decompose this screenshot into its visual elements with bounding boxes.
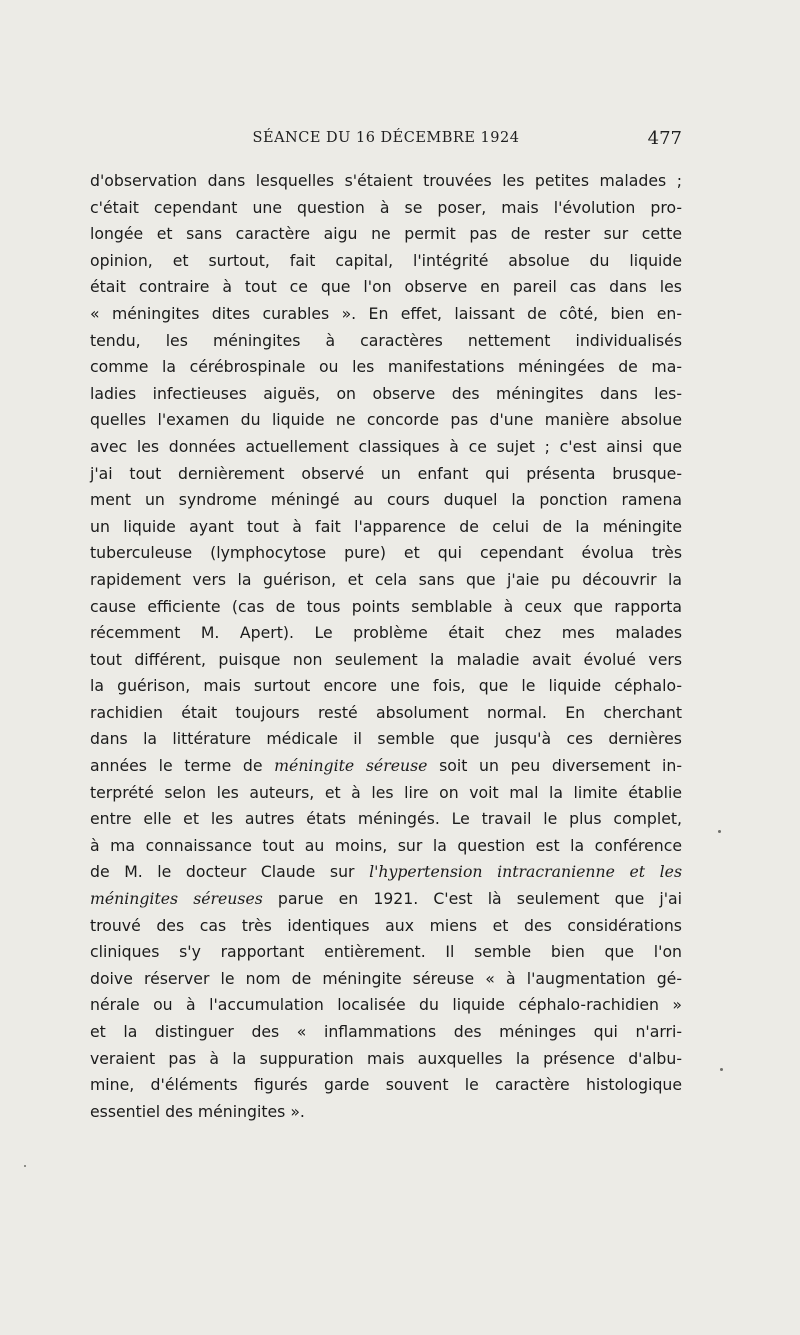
text-line: et la distinguer des « inflammations des méninges qui n'arri- bbox=[90, 1022, 682, 1041]
text-line: tendu, les méningites à caractères nettement individualisés bbox=[90, 330, 682, 350]
text-line: avec les données actuellement classiques à ce sujet ; c'est ainsi que bbox=[90, 436, 682, 456]
text-line: récemment M. Apert). Le problème était chez mes malades bbox=[90, 623, 682, 643]
text-line: la guérison, mais surtout encore une fois, que le liquide céphalo- bbox=[90, 676, 682, 696]
text-line bbox=[90, 753, 682, 780]
text-line: ladies infectieuses aiguës, on observe des méningites dans les- bbox=[90, 383, 682, 403]
text-line: mine, d'éléments figurés garde souvent le caractère histologique bbox=[90, 1075, 682, 1095]
text-line: essentiel des méningites ». bbox=[90, 1101, 305, 1121]
text-line: opinion, et surtout, fait capital, l'intégrité absolue du liquide bbox=[90, 250, 682, 270]
text-line: entre elle et les autres états méningés. Le travail le plus complet, bbox=[90, 809, 682, 829]
text-line: longée et sans caractère aigu ne permit pas de rester sur cette bbox=[90, 224, 682, 244]
text-line: j'ai tout dernièrement observé un enfant qui présenta brusque- bbox=[90, 463, 682, 483]
text-line: terprété selon les auteurs, et à les lire on voit mal la limite établie bbox=[90, 782, 682, 802]
paper-speck bbox=[720, 1068, 723, 1071]
text-line: veraient pas à la suppuration mais auxquelles la présence d'albu- bbox=[90, 1048, 682, 1068]
text-line: à ma connaissance tout au moins, sur la question est la conférence bbox=[90, 835, 682, 855]
text-line bbox=[90, 859, 682, 886]
italic-title: l'hypertension intracranienne et les bbox=[369, 862, 682, 882]
text-line: était contraire à tout ce que l'on observe en pareil cas dans les bbox=[90, 277, 682, 297]
running-head bbox=[90, 128, 682, 154]
text-line: tuberculeuse (lymphocytose pure) et qui cependant évolua très bbox=[90, 543, 682, 563]
italic-title: méningites séreuses bbox=[90, 889, 263, 909]
text-line: cause efficiente (cas de tous points semblable à ceux que rapporta bbox=[90, 596, 682, 616]
text-line: rachidien était toujours resté absolument normal. En cherchant bbox=[90, 702, 682, 722]
page-number: 477 bbox=[647, 128, 682, 149]
paper-speck bbox=[24, 1165, 26, 1167]
text-line: cliniques s'y rapportant entièrement. Il semble bien que l'on bbox=[90, 942, 682, 962]
paper-speck bbox=[718, 830, 721, 833]
text-line: un liquide ayant tout à fait l'apparence de celui de la méningite bbox=[90, 516, 682, 536]
text-run: années le terme de bbox=[90, 756, 275, 776]
text-run: de M. le docteur Claude sur bbox=[90, 862, 370, 882]
text-line: rapidement vers la guérison, et cela sans que j'aie pu découvrir la bbox=[90, 569, 682, 589]
text-run: soit un peu diversement in- bbox=[427, 756, 683, 776]
running-head-title: SÉANCE DU 16 DÉCEMBRE 1924 bbox=[252, 130, 520, 146]
italic-term: méningite séreuse bbox=[274, 756, 428, 776]
text-line: quelles l'examen du liquide ne concorde pas d'une manière absolue bbox=[90, 410, 682, 430]
text-line: doive réserver le nom de méningite séreuse « à l'augmentation gé- bbox=[90, 968, 682, 988]
text-line: dans la littérature médicale il semble que jusqu'à ces dernières bbox=[90, 729, 682, 749]
text-line: trouvé des cas très identiques aux miens et des considérations bbox=[90, 915, 682, 935]
text-line: « méningites dites curables ». En effet, laissant de côté, bien en- bbox=[90, 303, 682, 323]
text-line: ment un syndrome méningé au cours duquel la ponction ramena bbox=[90, 490, 682, 510]
text-line: d'observation dans lesquelles s'étaient trouvées les petites malades ; bbox=[90, 171, 682, 190]
text-line: nérale ou à l'accumulation localisée du liquide céphalo-rachidien » bbox=[90, 995, 682, 1015]
text-line: tout différent, puisque non seulement la maladie avait évolué vers bbox=[90, 649, 682, 669]
body-text bbox=[90, 168, 682, 1125]
text-run: parue en 1921. C'est là seulement que j'ai bbox=[262, 889, 682, 909]
text-line: c'était cependant une question à se poser, mais l'évolution pro- bbox=[90, 197, 682, 217]
text-line bbox=[90, 886, 682, 913]
text-line: comme la cérébrospinale ou les manifestations méningées de ma- bbox=[90, 357, 682, 377]
